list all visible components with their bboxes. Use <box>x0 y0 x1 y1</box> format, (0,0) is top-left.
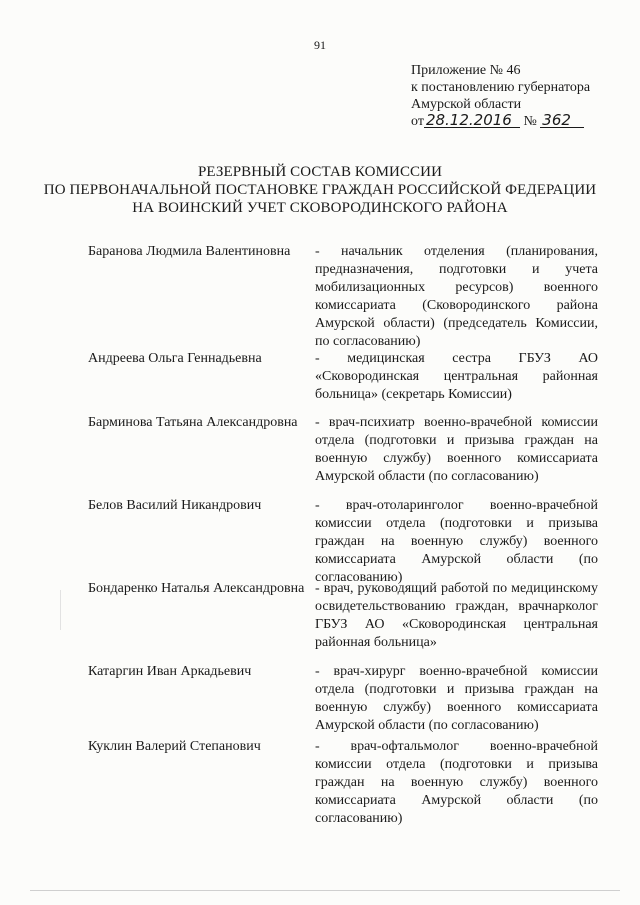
handwritten-number: 362 <box>540 113 584 128</box>
member-role: - врач-офтальмолог военно-врачебной комиссии отдела (подготовки и призыва граждан на военную службу) военного комиссариата Амурской области (по согласованию) <box>315 739 598 826</box>
member-role: - врач-хирург военно-врачебной комиссии отдела (подготовки и призыва граждан на военную службу) военного комиссариата Амурской области (по согласованию) <box>315 664 598 733</box>
scan-edge-line <box>30 890 620 891</box>
member-name: Барминова Татьяна Александровна <box>88 415 298 430</box>
annex-date-number <box>411 113 590 130</box>
member-name: Белов Василий Никандрович <box>88 498 262 513</box>
title-line-3: НА ВОИНСКИЙ УЧЕТ СКОВОРОДИНСКОГО РАЙОНА <box>132 200 508 216</box>
member-name: Куклин Валерий Степанович <box>88 739 261 754</box>
member-role: - начальник отделения (планирования, предназначения, подготовки и учета мобилизационных ресурсов) военного комиссариата (Сковородинского района Амурской области) (председатель Комиссии, по согласованию) <box>315 244 598 349</box>
member-name: Катаргин Иван Аркадьевич <box>88 664 252 679</box>
annex-title: Приложение № 46 <box>411 63 521 78</box>
number-prefix: № <box>523 114 537 129</box>
annex-header <box>411 62 590 130</box>
scan-margin-mark <box>60 590 61 630</box>
member-role: - врач-психиатр военно-врачебной комиссии отдела (подготовки и призыва граждан на военную службу) военного комиссариата Амурской области (по согласованию) <box>315 415 598 484</box>
title-line-1: РЕЗЕРВНЫЙ СОСТАВ КОМИССИИ <box>197 164 443 180</box>
member-role: - медицинская сестра ГБУЗ АО «Сковородинская центральная районная больница» (секретарь Комиссии) <box>315 351 598 402</box>
member-role: - врач, руководящий работой по медицинскому освидетельствованию граждан, врачнарколог ГБУЗ АО «Сковородинская центральная районная больница» <box>315 581 598 650</box>
page-number: 91 <box>314 38 326 52</box>
member-role: - врач-отоларинголог военно-врачебной комиссии отдела (подготовки и призыва граждан на военную службу) военного комиссариата Амурской области (по согласованию) <box>315 498 598 585</box>
date-prefix: от <box>411 114 424 129</box>
handwritten-date: 28.12.2016 <box>424 113 520 128</box>
member-name: Бондаренко Наталья Александровна <box>88 581 305 596</box>
document-title <box>0 163 640 217</box>
annex-region: Амурской области <box>411 97 522 112</box>
annex-decree-reference: к постановлению губернатора <box>411 80 591 95</box>
member-name: Андреева Ольга Геннадьевна <box>88 351 262 366</box>
member-name: Баранова Людмила Валентиновна <box>88 244 291 259</box>
title-line-2: ПО ПЕРВОНАЧАЛЬНОЙ ПОСТАНОВКЕ ГРАЖДАН РОССИЙСКОЙ ФЕДЕРАЦИИ <box>43 182 597 198</box>
